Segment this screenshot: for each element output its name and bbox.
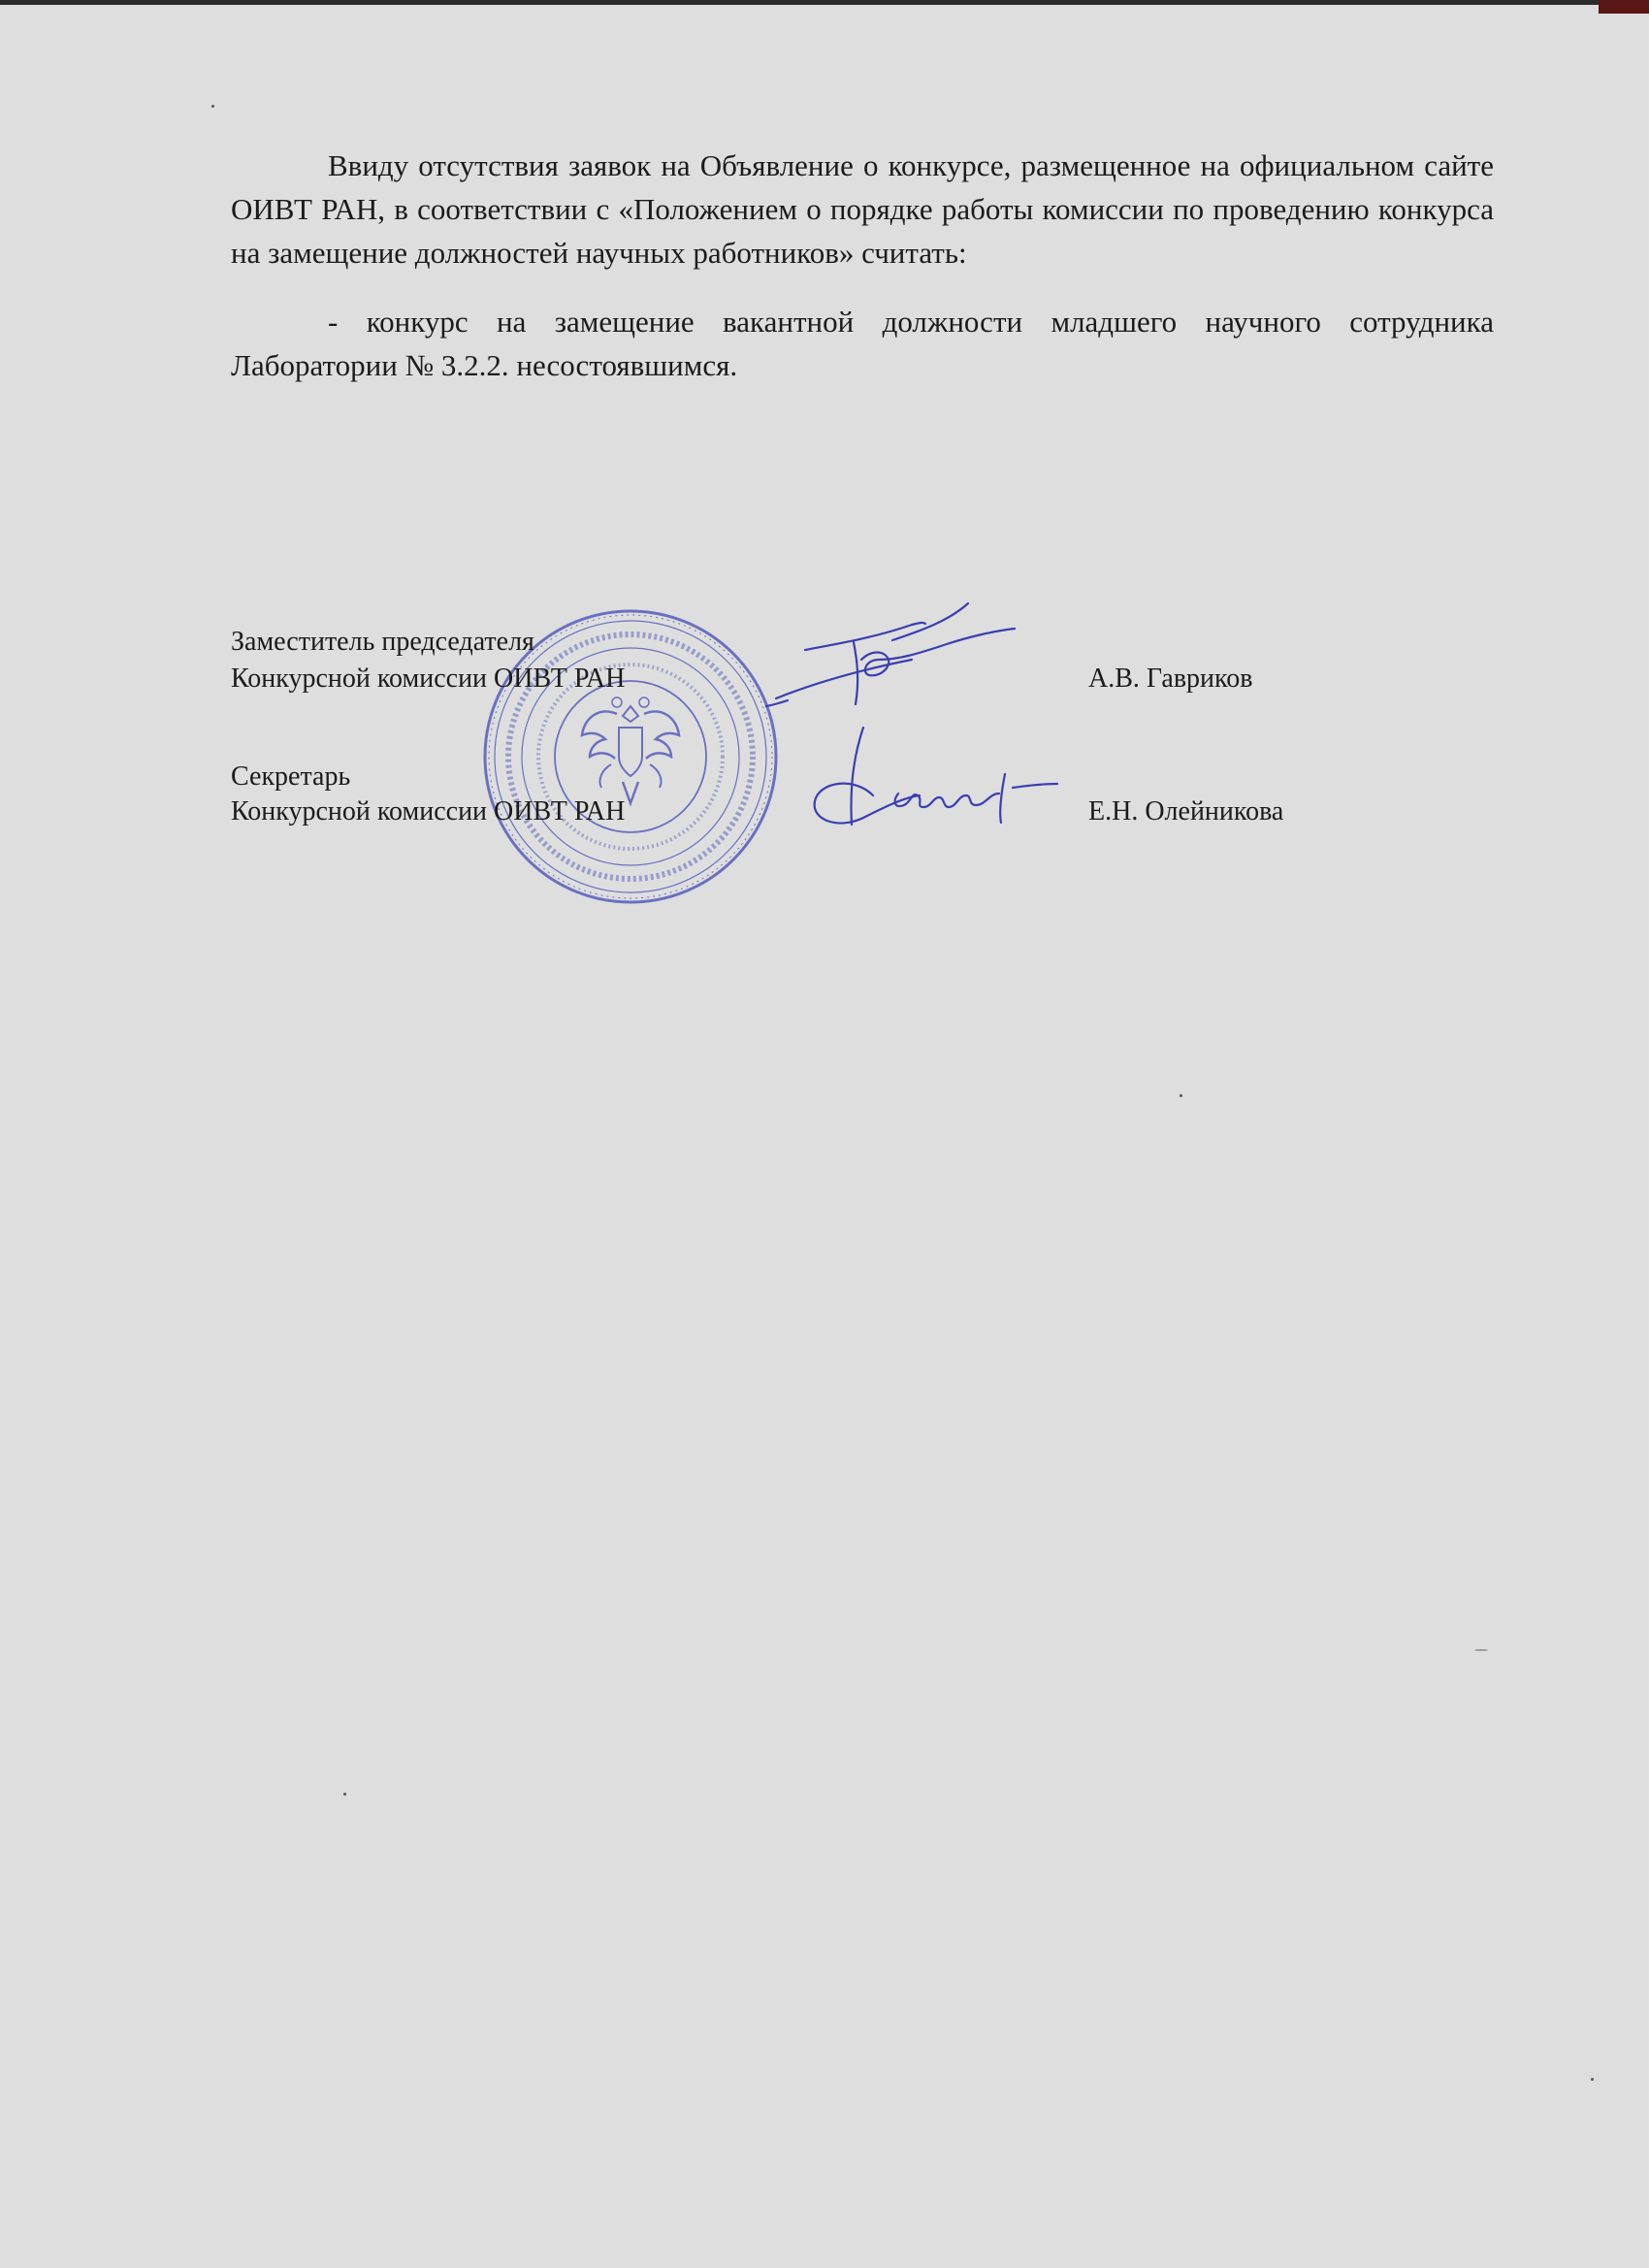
scan-speck: [343, 1793, 346, 1796]
paragraph-text-1: Ввиду отсутствия заявок на Объявление о конкурсе, размещенное на официальном сайте ОИВТ РАН, в соответствии с «Положением о порядке работы комиссии по проведению конкурса на замещение должностей научных работников» считать:: [231, 148, 1494, 270]
body-paragraph-2: [231, 300, 1494, 387]
scan-edge-corner: [1599, 0, 1649, 14]
scan-speck: [1474, 1649, 1488, 1651]
body-paragraph-1: [231, 144, 1494, 275]
secretary-title-line2: Конкурсной комиссии ОИВТ РАН: [231, 796, 626, 826]
signature-secretary: [805, 718, 1086, 854]
scan-speck: [1591, 2078, 1594, 2081]
deputy-name: А.В. Гавриков: [1088, 664, 1253, 694]
scan-speck: [1180, 1094, 1182, 1097]
secretary-name: Е.Н. Олейникова: [1088, 796, 1284, 826]
scan-edge-top: [0, 0, 1649, 5]
secretary-title-line1: Секретарь: [231, 761, 351, 792]
scan-speck: [211, 105, 214, 108]
deputy-title-line1: Заместитель председателя: [231, 627, 534, 657]
signature-deputy-chairman: [747, 582, 1067, 737]
deputy-title-line2: Конкурсной комиссии ОИВТ РАН: [231, 664, 626, 694]
paragraph-text-2: - конкурс на замещение вакантной должности младшего научного сотрудника Лаборатории № 3.2.2. несостоявшимся.: [231, 305, 1494, 382]
